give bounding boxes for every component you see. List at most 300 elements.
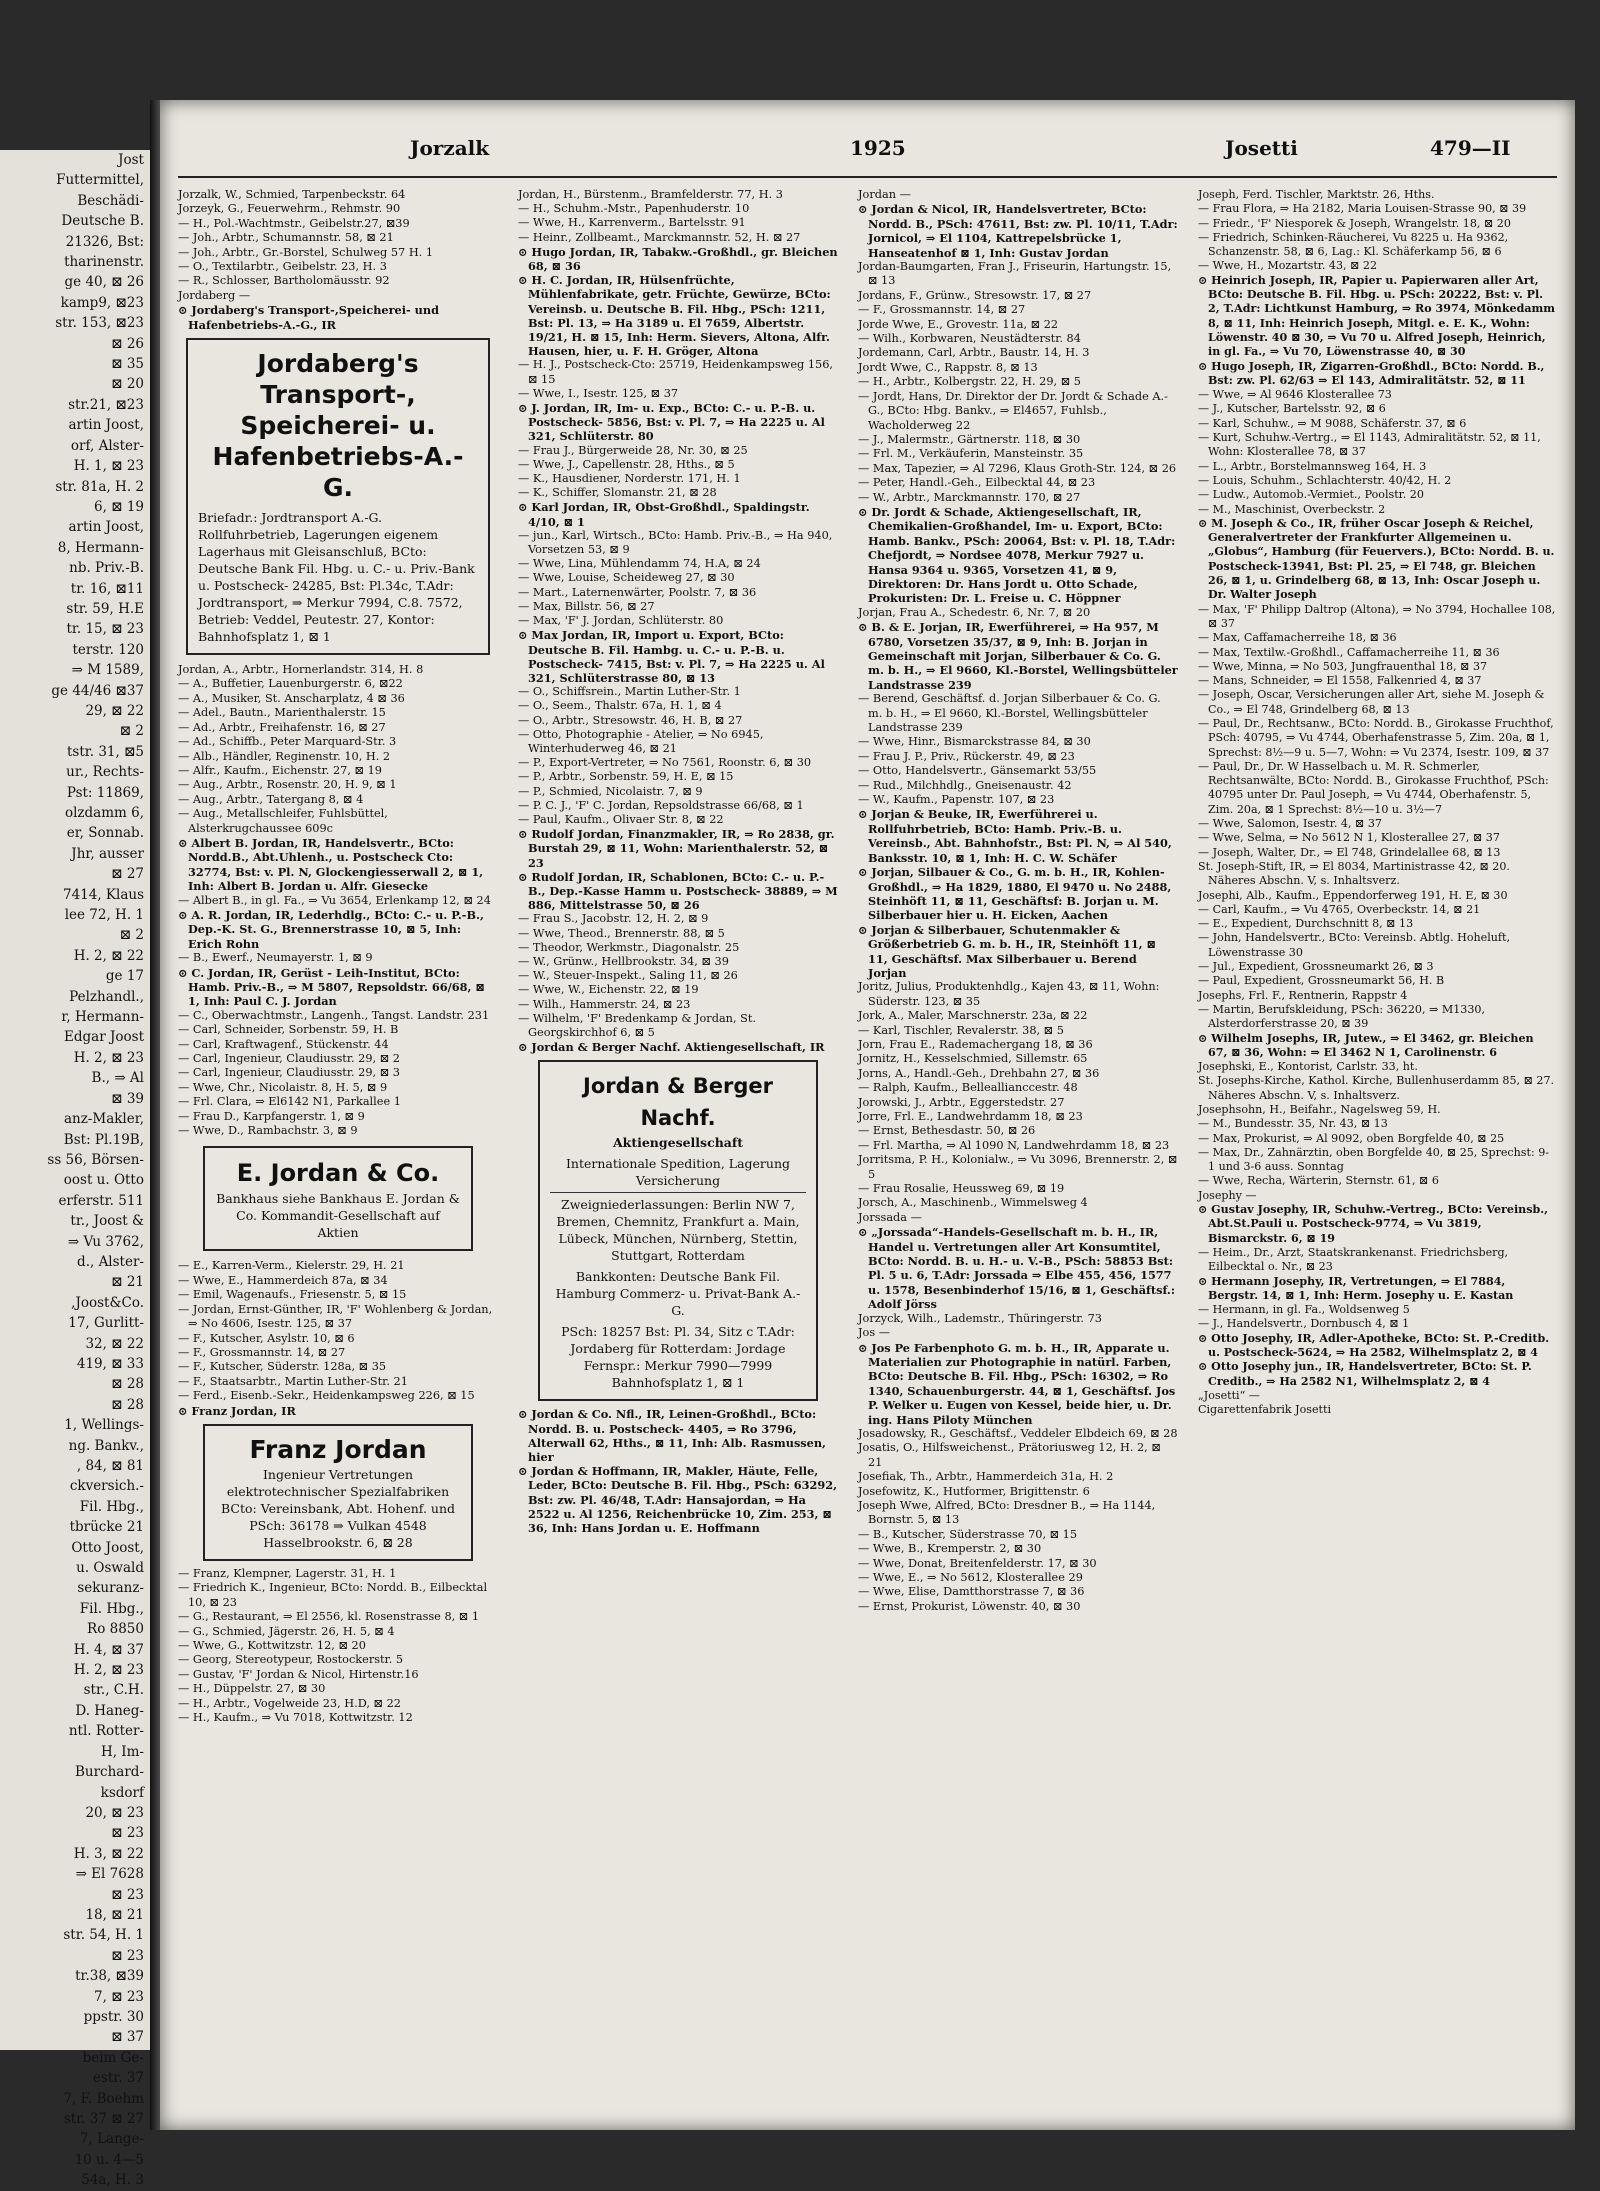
directory-entry: — K., Hausdiener, Norderstr. 171, H. 1 — [518, 472, 741, 486]
directory-entry: — Rud., Milchhdlg., Gneisenaustr. 42 — [858, 778, 1072, 792]
directory-entry: Josephy — — [1198, 1188, 1257, 1202]
directory-entry: — J., Kutscher, Bartelsstr. 92, ⊠ 6 — [1198, 402, 1386, 416]
directory-entry: — Jul., Expedient, Grossneumarkt 26, ⊠ 3 — [1198, 960, 1434, 974]
directory-entry: — Mans, Schneider, ⇒ El 1558, Falkenried 4, ⊠ 37 — [1198, 674, 1482, 688]
directory-entry: — R., Schlosser, Bartholomäusstr. 92 — [178, 274, 390, 288]
ad-jordan-berger-body2: Zweigniederlassungen: Berlin NW 7, Bremen, Chemnitz, Frankfurt a. Main, Lübeck, München, Nürnberg, Stettin, Stuttgart, Rotterdam — [556, 1197, 800, 1264]
previous-page-fragment: ppstr. 30 — [83, 2008, 144, 2025]
previous-page-fragment: tr., Joost & — [70, 1213, 144, 1230]
directory-entry: — C., Oberwachtmstr., Langenh., Tangst. Landstr. 231 — [178, 1008, 490, 1022]
previous-page-fragment: ge 40, ⊠ 26 — [64, 274, 144, 291]
directory-entry: — Wwe, Lina, Mühlendamm 74, H.A, ⊠ 24 — [518, 557, 761, 571]
directory-entry: ⊙ Gustav Josephy, IR, Schuhw.-Vertreg., BCto: Vereinsb., Abt.St.Pauli u. Postscheck-9774, ⇒ Vu 3819, Bismarckstr. 6, ⊠ 19 — [1198, 1203, 1548, 1245]
previous-page-fragment: Fil. Hbg., — [79, 1600, 144, 1617]
directory-entry: Jorritsma, P. H., Kolonialw., ⇒ Vu 3096, Brennerstr. 2, ⊠ 5 — [858, 1153, 1178, 1181]
previous-page-fragment: ⊠ 23 — [111, 1886, 144, 1903]
directory-entry: — H., Arbtr., Kolbergstr. 22, H. 29, ⊠ 5 — [858, 375, 1081, 389]
directory-entry: — Aug., Metallschleifer, Fuhlsbüttel, Alsterkrugchaussee 609c — [178, 807, 388, 835]
previous-page-fragment: ⊠ 39 — [111, 1090, 144, 1107]
previous-page-fragment: Jhr, ausser — [71, 845, 144, 862]
directory-entry: — Wilh., Hammerstr. 24, ⊠ 23 — [518, 997, 691, 1011]
previous-page-fragment: D. Haneg- — [75, 1702, 144, 1719]
directory-entry: — W., Steuer-Inspekt., Saling 11, ⊠ 26 — [518, 969, 738, 983]
previous-page-fragment: ur., Rechts- — [66, 764, 144, 781]
previous-page-fragment: ⊠ 26 — [111, 335, 144, 352]
directory-entry: ⊙ Rudolf Jordan, Finanzmakler, IR, ⇒ Ro 2838, gr. Burstah 29, ⊠ 11, Wohn: Marienthalerstr. 52, ⊠ 23 — [518, 827, 835, 870]
previous-page-fragment: H. 1, ⊠ 23 — [73, 458, 144, 475]
previous-page-fragment: ge 17 — [105, 968, 144, 985]
directory-entry: — P., Export-Vertreter, ⇒ No 7561, Roonstr. 6, ⊠ 30 — [518, 756, 812, 770]
directory-entry: — Paul, Expedient, Grossneumarkt 56, H. B — [1198, 974, 1445, 988]
directory-entry: Jorde Wwe, E., Grovestr. 11a, ⊠ 22 — [858, 317, 1059, 331]
directory-entry: — B., Kutscher, Süderstrasse 70, ⊠ 15 — [858, 1527, 1078, 1541]
directory-entry: — H. J., Postscheck-Cto: 25719, Heidenkampsweg 156, ⊠ 15 — [518, 358, 833, 386]
previous-page-fragment: erferstr. 511 — [58, 1192, 144, 1209]
directory-entry: St. Josephs-Kirche, Kathol. Kirche, Bullenhuserdamm 85, ⊠ 27. Näheres Abschn. V, s. Inhaltsverz. — [1198, 1074, 1555, 1102]
directory-entry: Jordt Wwe, C., Rappstr. 8, ⊠ 13 — [858, 360, 1038, 374]
previous-page-fragment: ⊠ 2 — [119, 927, 144, 944]
directory-entry: — Wwe, Minna, ⇒ No 503, Jungfrauenthal 18, ⊠ 37 — [1198, 659, 1488, 673]
directory-entry: Jordan, H., Bürstenm., Bramfelderstr. 77, H. 3 — [518, 188, 783, 201]
directory-entry: — Max, Caffamacherreihe 18, ⊠ 36 — [1198, 631, 1397, 645]
directory-entry: — Wilh., Korbwaren, Neustädterstr. 84 — [858, 332, 1081, 346]
previous-page-fragment: u. Oswald — [76, 1560, 144, 1577]
directory-entry: ⊙ Jordaberg's Transport-,Speicherei- und Hafenbetriebs-A.-G., IR — [178, 303, 439, 332]
previous-page-fragment: Burchard- — [74, 1764, 144, 1781]
directory-entry: ⊙ C. Jordan, IR, Gerüst - Leih-Institut, BCto: Hamb. Priv.-B., ⇒ M 5807, Repsoldstr. 66/68, ⊠ 1, Inh: Paul C. J. Jordan — [178, 965, 485, 1009]
directory-entry: — Frau Flora, ⇒ Ha 2182, Maria Louisen-Strasse 90, ⊠ 39 — [1198, 202, 1527, 216]
directory-entry: Jork, A., Maler, Marschnerstr. 23a, ⊠ 22 — [858, 1009, 1088, 1023]
previous-page-fragment: ⇒ Vu 3762, — [67, 1233, 144, 1250]
directory-entry: — F., Grossmannstr. 14, ⊠ 27 — [858, 303, 1026, 317]
directory-entry: — Ernst, Prokurist, Löwenstr. 40, ⊠ 30 — [858, 1599, 1081, 1613]
directory-entry: — Hermann, in gl. Fa., Woldsenweg 5 — [1198, 1303, 1410, 1317]
directory-entry: — Frau D., Karpfangerstr. 1, ⊠ 9 — [178, 1109, 365, 1123]
directory-entry: — Albert B., in gl. Fa., ⇒ Vu 3654, Erlenkamp 12, ⊠ 24 — [178, 893, 491, 907]
directory-entry: — Heinr., Zollbeamt., Marckmannstr. 52, H. ⊠ 27 — [518, 230, 801, 244]
directory-entry: Jordans, F., Grünw., Stresowstr. 17, ⊠ 27 — [858, 288, 1092, 302]
directory-entry: Jorzalk, W., Schmied, Tarpenbeckstr. 64 — [178, 188, 406, 201]
directory-entry: — Wwe, H., Karrenverm., Bartelsstr. 91 — [518, 216, 746, 230]
directory-entry: — A., Musiker, St. Anscharplatz, 4 ⊠ 36 — [178, 691, 405, 705]
previous-page-fragment: ss 56, Börsen- — [47, 1151, 144, 1168]
previous-page-fragment: Pelzhandl., — [69, 988, 144, 1005]
directory-entry: — Franz, Klempner, Lagerstr. 31, H. 1 — [178, 1566, 397, 1580]
previous-page-fragment: 54a, H. 3 — [81, 2172, 144, 2189]
previous-page-fragment: Ro 8850 — [87, 1621, 144, 1638]
directory-entry: — jun., Karl, Wirtsch., BCto: Hamb. Priv.-B., ⇒ Ha 940, Vorsetzen 53, ⊠ 9 — [518, 528, 833, 557]
directory-entry: ⊙ Jordan & Hoffmann, IR, Makler, Häute, Felle, Leder, BCto: Deutsche B. Fil. Hbg., PSch: 63292, Bst: zw. Pl. 46/48, T.Adr: Hansajordan, ⇒ Ha 2522 u. Al 1256, Reichenbrücke 10, Zim. 253, ⊠ 36, Inh: Hans Jordan u. E. Hoffmann — [518, 1464, 838, 1536]
directory-entry: — Ralph, Kaufm., Belleallianccestr. 48 — [858, 1081, 1078, 1095]
directory-entry: — Wwe, B., Kremperstr. 2, ⊠ 30 — [858, 1542, 1042, 1556]
directory-entry: — Louis, Schuhm., Schlachterstr. 40/42, H. 2 — [1198, 473, 1452, 487]
directory-entry: ⊙ Jos Pe Farbenphoto G. m. b. H., IR, Apparate u. Materialien zur Photographie in natürl. Farben, BCto: Deutsche B. Fil. Hbg., PSch: 16302, ⇒ Ro 1340, Schauenburgerstr. 44, ⊠ 1, Geschäftsf. Jos P. Welker u. Eugen von Kessel, beide hier, u. Dr. ing. Hans Piloty München — [858, 1340, 1176, 1427]
directory-entry: — Paul, Dr., Rechtsanw., BCto: Nordd. B., Girokasse Fruchthof, PSch: 40795, ⇒ Vu 4744, Oberhafenstrasse 5, Zim. 20a, ⊠ 1, Sprechst: 8½—9 u. 5—7, Wohn: ⇒ Vu 2374, Isestr. 109, ⊠ 37 — [1198, 716, 1554, 759]
directory-entry: — H., Arbtr., Vogelweide 23, H.D, ⊠ 22 — [178, 1696, 401, 1710]
directory-entry: — Wwe, ⇒ Al 9646 Klosterallee 73 — [1198, 388, 1392, 402]
directory-entry: — M., Bundesstr. 35, Nr. 43, ⊠ 13 — [1198, 1117, 1388, 1131]
previous-page-fragment: Jost — [118, 152, 144, 168]
directory-entry: Jos — — [858, 1326, 891, 1340]
directory-entry: — P. C. J., 'F' C. Jordan, Repsoldstrasse 66/68, ⊠ 1 — [518, 798, 804, 812]
directory-entry: — Mart., Laternenwärter, Poolstr. 7, ⊠ 36 — [518, 585, 757, 599]
directory-entry: — F., Kutscher, Süderstr. 128a, ⊠ 35 — [178, 1360, 387, 1374]
directory-entry: ⊙ Jordan & Nicol, IR, Handelsvertreter, BCto: Nordd. B., PSch: 47611, Bst: zw. Pl. 10/11, T.Adr: Jornicol, ⇒ El 1104, Kattrepelsbrücke 1, Hanseatenhof ⊠ 1, Inh: Gustav Jordan — [858, 202, 1178, 260]
header-right-keyword: Josetti — [1225, 136, 1298, 160]
previous-page-fragment: Fil. Hbg., — [79, 1498, 144, 1515]
directory-entry: — Aug., Arbtr., Tatergang 8, ⊠ 4 — [178, 792, 364, 806]
directory-entry: — Ad., Arbtr., Freihafenstr. 16, ⊠ 27 — [178, 720, 386, 734]
directory-entry: ⊙ Jorjan, Silbauer & Co., G. m. b. H., IR, Kohlen-Großhdl., ⇒ Ha 1829, 1880, El 9470 u. No 2488, Steinhöft 11, ⊠ 11, Geschäftsf: B. Jorjan u. M. Silberbauer hier u. H. Eicken, Aachen — [858, 865, 1172, 923]
directory-entry: ⊙ Otto Josephy, IR, Adler-Apotheke, BCto: St. P.-Creditb. u. Postscheck-5624, ⇒ Ha 2582, Wilhelmsplatz 2, ⊠ 4 — [1198, 1331, 1550, 1360]
directory-entry: Jorn, Frau E., Rademachergang 18, ⊠ 36 — [858, 1037, 1093, 1051]
directory-entry: — Wilhelm, 'F' Bredenkamp & Jordan, St. Georgskirchhof 6, ⊠ 5 — [518, 1011, 757, 1039]
directory-entry: — Joseph, Oscar, Versicherungen aller Art, siehe M. Joseph & Co., ⇒ El 748, Grindelberg 68, ⊠ 13 — [1198, 688, 1545, 716]
ad-franz-jordan-body: Ingenieur Vertretungen elektrotechnischer Spezialfabriken BCto: Vereinsbank, Abt. Hohenf. und PSch: 36178 ⇒ Vulkan 4548 Hasselbrookstr. 6, ⊠ 28 — [220, 1466, 455, 1550]
previous-page-fragment: 419, ⊠ 33 — [76, 1355, 144, 1372]
previous-page-fragment: lee 72, H. 1 — [64, 907, 144, 924]
previous-page-fragment: ,Joost&Co. — [71, 1294, 144, 1311]
directory-entry: — Wwe, G., Kottwitzstr. 12, ⊠ 20 — [178, 1638, 366, 1652]
directory-entry: — Frau J. P., Priv., Rückerstr. 49, ⊠ 23 — [858, 749, 1075, 763]
directory-entry: — Joh., Arbtr., Gr.-Borstel, Schulweg 57 H. 1 — [178, 245, 434, 259]
ad-jordan-berger-body4: PSch: 18257 Bst: Pl. 34, Sitz c T.Adr: Jordaberg für Rotterdam: Jordage Fernspr.: Merkur 7990—7999 Bahnhofsplatz 1, ⊠ 1 — [561, 1324, 795, 1391]
directory-entry: — O., Textilarbtr., Geibelstr. 23, H. 3 — [178, 260, 387, 274]
directory-entry: — Ad., Schiffb., Peter Marquard-Str. 3 — [178, 735, 397, 749]
directory-entry: Jorjan, Frau A., Schedestr. 6, Nr. 7, ⊠ 20 — [858, 605, 1091, 619]
previous-page-fragment: d., Alster- — [77, 1253, 144, 1270]
directory-entry: Josephi, Alb., Kaufm., Eppendorferweg 191, H. E, ⊠ 30 — [1198, 888, 1508, 902]
header-rule — [178, 176, 1557, 178]
directory-entry: — F., Kutscher, Asylstr. 10, ⊠ 6 — [178, 1331, 355, 1345]
directory-entry: — A., Buffetier, Lauenburgerstr. 6, ⊠22 — [178, 677, 403, 691]
previous-page-fragment: 1, Wellings- — [64, 1417, 144, 1434]
ad-jordan-berger-subhead: Aktiengesellschaft — [612, 1135, 744, 1151]
directory-entry: — Emil, Wagenaufs., Friesenstr. 5, ⊠ 15 — [178, 1288, 407, 1302]
directory-entry: ⊙ Jordan & Berger Nachf. Aktiengesellschaft, IR — [518, 1040, 825, 1055]
directory-entry: — F., Staatsarbtr., Martin Luther-Str. 21 — [178, 1374, 408, 1388]
previous-page-fragment: 7, Lange- — [79, 2131, 144, 2148]
directory-entry: — P., Schmied, Nicolaistr. 7, ⊠ 9 — [518, 784, 703, 798]
directory-entry: Jorzeyk, G., Feuerwehrm., Rehmstr. 90 — [178, 202, 401, 216]
previous-page-fragment: 20, ⊠ 23 — [85, 1804, 144, 1821]
directory-entry: ⊙ Hugo Jordan, IR, Tabakw.-Großhdl., gr. Bleichen 68, ⊠ 36 — [518, 244, 838, 274]
previous-page-fragment: Deutsche B. — [61, 213, 144, 230]
directory-entry: ⊙ J. Jordan, IR, Im- u. Exp., BCto: C.- u. P.-B. u. Postscheck- 5856, Bst: v. Pl. 7, ⇒ Ha 2225 u. Al 321, Schlüterstr. 80 — [518, 401, 825, 444]
previous-page-fragment: olzdamm 6, — [64, 805, 144, 821]
directory-entry: — John, Handelsvertr., BCto: Vereinsb. Abtlg. Hoheluft, Löwenstrasse 30 — [1198, 931, 1511, 959]
directory-entry: ⊙ Otto Josephy jun., IR, Handelsvertreter, BCto: St. P. Creditb., ⇒ Ha 2582 N1, Wilhelmsplatz 2, ⊠ 4 — [1198, 1360, 1532, 1388]
directory-page — [160, 100, 1575, 2130]
previous-page-fragment: H. 2, ⊠ 22 — [73, 947, 144, 964]
directory-entry: — Jordt, Hans, Dr. Direktor der Dr. Jordt & Schade A.-G., BCto: Hbg. Bankv., ⇒ El4657, Fuhlsb., Wacholderweg 22 — [858, 389, 1168, 432]
previous-page-fragment: str. 37 ⊠ 27 — [63, 2111, 144, 2127]
previous-page-fragment: Futtermittel, — [56, 172, 144, 189]
directory-entry: — Wwe, J., Capellenstr. 28, Hths., ⊠ 5 — [518, 457, 735, 471]
ad-jordan-berger-body3: Bankkonten: Deutsche Bank Fil. Hamburg Commerz- u. Privat-Bank A.-G. — [555, 1269, 801, 1319]
directory-entry: — H., Düppelstr. 27, ⊠ 30 — [178, 1682, 326, 1696]
previous-page-fragment: ntl. Rotter- — [68, 1723, 144, 1740]
previous-page-fragment: tharinenstr. — [64, 254, 144, 271]
directory-entry: — Wwe, Salomon, Isestr. 4, ⊠ 37 — [1198, 817, 1382, 831]
directory-entry: Joseph Wwe, Alfred, BCto: Dresdner B., ⇒ Ha 1144, Bornstr. 5, ⊠ 13 — [858, 1498, 1156, 1527]
directory-entry: Joritz, Julius, Produktenhdlg., Kajen 43, ⊠ 11, Wohn: Süderstr. 123, ⊠ 35 — [858, 980, 1160, 1008]
previous-page-fragment: 29, ⊠ 22 — [85, 702, 144, 719]
directory-entry: — Wwe, Donat, Breitenfelderstr. 17, ⊠ 30 — [858, 1556, 1097, 1570]
previous-page-fragment: H. 4, ⊠ 37 — [73, 1641, 144, 1658]
directory-entry: — Wwe, D., Rambachstr. 3, ⊠ 9 — [178, 1124, 358, 1138]
directory-entry: — Paul, Kaufm., Olivaer Str. 8, ⊠ 22 — [518, 812, 724, 826]
directory-entry: — H., Pol.-Wachtmstr., Geibelstr.27, ⊠39 — [178, 216, 410, 230]
directory-entry: — Frl. M., Verkäuferin, Mansteinstr. 35 — [858, 447, 1084, 461]
directory-entry: — Wwe, E., ⇒ No 5612, Klosterallee 29 — [858, 1571, 1083, 1584]
header-left-keyword: Jorzalk — [410, 136, 490, 160]
previous-page-fragment: 21326, Bst: — [65, 233, 144, 250]
directory-entry: — Friedr., 'F' Niesporek & Joseph, Wrangelstr. 18, ⊠ 20 — [1198, 216, 1511, 230]
previous-page-fragment: tstr. 31, ⊠5 — [67, 743, 144, 760]
directory-entry: — Max, Prokurist, ⇒ Al 9092, oben Borgfelde 40, ⊠ 25 — [1198, 1131, 1505, 1145]
directory-entry: — Wwe, H., Mozartstr. 43, ⊠ 22 — [1198, 259, 1378, 273]
directory-entry: Josefowitz, K., Hutformer, Brigittenstr. 6 — [858, 1484, 1090, 1498]
directory-entry: Jorre, Frl. E., Landwehrdamm 18, ⊠ 23 — [858, 1110, 1083, 1123]
ad-franz-jordan-headline: Franz Jordan — [249, 1434, 427, 1464]
previous-page-fragment: Beschädi- — [77, 192, 144, 209]
directory-entry: Jornitz, H., Kesselschmied, Sillemstr. 65 — [858, 1052, 1088, 1066]
directory-entry: — Max, 'F' J. Jordan, Schlüterstr. 80 — [518, 614, 724, 628]
previous-page-fragment: 10 u. 4—5 — [74, 2151, 144, 2168]
directory-entry: — Joh., Arbtr., Schumannstr. 58, ⊠ 21 — [178, 231, 394, 245]
directory-entry: — Jordan, Ernst-Günther, IR, 'F' Wohlenberg & Jordan, ⇒ No 4606, Isestr. 125, ⊠ 37 — [178, 1302, 493, 1331]
directory-entry: — Karl, Schuhw., ⇒ M 9088, Schäferstr. 37, ⊠ 6 — [1198, 416, 1467, 430]
previous-page-fragment: 8, Hermann- — [57, 539, 144, 556]
previous-page-fragment: ckversich.- — [69, 1478, 144, 1495]
directory-entry: — Wwe, Louise, Scheideweg 27, ⊠ 30 — [518, 571, 735, 585]
previous-page-fragment: 7, ⊠ 23 — [94, 1988, 144, 2005]
previous-page-fragment: H. 3, ⊠ 22 — [73, 1845, 144, 1862]
directory-entry: — Friedrich, Schinken-Räucherei, Vu 8225 u. Ha 9362, Schanzenstr. 58, ⊠ 6, Lag.: Kl. Schäferkamp 56, ⊠ 6 — [1198, 230, 1509, 259]
directory-entry: Josefiak, Th., Arbtr., Hammerdeich 31a, H. 2 — [858, 1470, 1114, 1484]
previous-page-fragment: ⊠ 23 — [111, 1947, 144, 1964]
previous-page-fragment: , 84, ⊠ 81 — [76, 1458, 144, 1474]
directory-entry: ⊙ „Jorssada“-Handels-Gesellschaft m. b. H., IR, Handel u. Vertretungen aller Art Konsumtitel, BCto: Nordd. B. u. H.- u. V.-B., PSch: 58853 Bst: Pl. 5 u. 6, T.Adr: Jorssada ⇒ Elbe 455, 456, 1577 u. 1578, Besenbinderhof 15/16, ⊠ 1, Geschäftsf.: Adolf Jörss — [858, 1225, 1176, 1312]
ad-e-jordan-body: Bankhaus siehe Bankhaus E. Jordan & Co. Kommandit-Gesellschaft auf Aktien — [216, 1191, 460, 1241]
previous-page-fragment: str. 59, H.E — [66, 600, 144, 617]
directory-entry: — Wwe, E., Hammerdeich 87a, ⊠ 34 — [178, 1273, 388, 1287]
previous-page-fragment: ⊠ 21 — [111, 1274, 144, 1291]
directory-entry: ⊙ Max Jordan, IR, Import u. Export, BCto: Deutsche B. Fil. Hambg. u. C.- u. P.-B. u. Postscheck- 7415, Bst: v. Pl. 7, ⇒ Ha 2225 u. Al 321, Schlüterstrasse 80, ⊠ 13 — [518, 628, 825, 685]
directory-entry: — Carl, Ingenieur, Claudiusstr. 29, ⊠ 3 — [178, 1066, 400, 1080]
directory-entry: — O., Arbtr., Stresowstr. 46, H. B, ⊠ 27 — [518, 713, 743, 727]
directory-entry: ⊙ Jorjan & Silberbauer, Schutenmakler & Größerbetrieb G. m. b. H., IR, Steinhöft 11, ⊠ 11, Geschäftsf. Max Silberbauer u. Berend Jorjan — [858, 922, 1157, 980]
directory-entry: Josadowsky, R., Geschäftsf., Veddeler Elbdeich 69, ⊠ 28 — [858, 1426, 1178, 1440]
directory-entry: — Frl. Martha, ⇒ Al 1090 N, Landwehrdamm 18, ⊠ 23 — [858, 1138, 1170, 1152]
previous-page-fragment: str. 153, ⊠23 — [55, 315, 144, 332]
previous-page-fragment: sekuranz- — [77, 1580, 144, 1597]
previous-page-fragment: r, Hermann- — [61, 1009, 144, 1026]
directory-entry: Cigarettenfabrik Josetti — [1198, 1403, 1332, 1417]
directory-entry: Jorzyck, Wilh., Lademstr., Thüringerstr. 73 — [858, 1311, 1102, 1325]
directory-entry: Jorsch, A., Maschinenb., Wimmelsweg 4 — [858, 1196, 1088, 1210]
directory-entry: — Joseph, Walter, Dr., ⇒ El 748, Grindelallee 68, ⊠ 13 — [1198, 845, 1501, 859]
directory-entry: ⊙ Hugo Joseph, IR, Zigarren-Großhdl., BCto: Nordd. B., Bst: zw. Pl. 62/63 ⇒ El 143, Admiralitätstr. 52, ⊠ 11 — [1198, 359, 1545, 387]
directory-entry: — Alfr., Kaufm., Eichenstr. 27, ⊠ 19 — [178, 763, 382, 777]
directory-entry: — Ferd., Eisenb.-Sekr., Heidenkampsweg 226, ⊠ 15 — [178, 1389, 475, 1403]
directory-entry: — Wwe, Theod., Brennerstr. 88, ⊠ 5 — [518, 926, 725, 940]
directory-entry: ⊙ A. R. Jordan, IR, Lederhdlg., BCto: C.- u. P.-B., Dep.-K. St. G., Brennerstrasse 10, ⊠ 5, Inh: Erich Rohn — [178, 907, 484, 951]
directory-entry: — G., Restaurant, ⇒ El 2556, kl. Rosenstrasse 8, ⊠ 1 — [178, 1610, 480, 1624]
previous-page-fragment: ⊠ 2 — [119, 723, 144, 740]
column-1 — [178, 188, 498, 1725]
directory-entry: „Josetti“ — — [1198, 1388, 1260, 1402]
directory-entry: — Frau S., Jacobstr. 12, H. 2, ⊠ 9 — [518, 912, 709, 926]
directory-entry: — Max, Billstr. 56, ⊠ 27 — [518, 599, 655, 613]
directory-entry: — Georg, Stereotypeur, Rostockerstr. 5 — [178, 1653, 404, 1667]
directory-entry: — Alb., Händler, Reginenstr. 10, H. 2 — [178, 749, 391, 763]
directory-entry: ⊙ Jorjan & Beuke, IR, Ewerführerei u. Rollfuhrbetrieb, BCto: Hamb. Priv.-B. u. Vereinsb., Abt. Bahnhofstr., Bst: Pl. N, ⇒ Al 540, Banksstr. 10, ⊠ 1, Inh: H. C. W. Schäfer — [858, 807, 1172, 865]
column-2 — [518, 188, 838, 1535]
previous-page-fragment: 6, ⊠ 19 — [94, 498, 144, 515]
directory-entry: ⊙ Rudolf Jordan, IR, Schablonen, BCto: C.- u. P.-B., Dep.-Kasse Hamm u. Postscheck- 38889, ⇒ M 886, Mittelstrasse 50, ⊠ 26 — [518, 869, 838, 913]
directory-entry: Jordaberg — — [178, 288, 251, 302]
directory-entry: — O., Seem., Thalstr. 67a, H. 1, ⊠ 4 — [518, 699, 722, 713]
previous-page-fragment: H. 2, ⊠ 23 — [73, 1662, 144, 1679]
previous-page-fragment: terstr. 120 — [72, 641, 144, 658]
directory-entry: — Kurt, Schuhw.-Vertrg., ⇒ El 1143, Admiralitätstr. 52, ⊠ 11, Wohn: Klosterallee 78, ⊠ 37 — [1198, 431, 1541, 459]
directory-entry: Jorns, A., Handl.-Geh., Drehbahn 27, ⊠ 36 — [858, 1066, 1100, 1080]
previous-page-fragment: ⊠ 23 — [111, 1825, 144, 1842]
ad-jordan-berger-headline: Jordan & Berger Nachf. — [583, 1074, 773, 1131]
directory-entry: ⊙ M. Joseph & Co., IR, früher Oscar Joseph & Reichel, Generalvertreter der Frankfurter Allgemeinen u. „Globus“, Hamburg (für Feuervers.), BCto: Nordd. B. u. Postscheck-13941, Bst: Pl. 25, ⇒ El 748, gr. Bleichen 26, ⊠ 1, u. Grindelberg 68, ⊠ 13, Inh: Oscar Joseph u. Dr. Walter Joseph — [1198, 516, 1555, 602]
previous-page-edge — [0, 150, 150, 2189]
directory-entry: — J., Handelsvertr., Dornbusch 4, ⊠ 1 — [1198, 1317, 1410, 1331]
directory-entry: — Max, Textilw.-Großhdl., Caffamacherreihe 11, ⊠ 36 — [1198, 645, 1500, 659]
directory-entry: — Wwe, I., Isestr. 125, ⊠ 37 — [518, 386, 679, 400]
directory-entry: ⊙ Wilhelm Josephs, IR, Jutew., ⇒ El 3462, gr. Bleichen 67, ⊠ 36, Wohn: ⇒ El 3462 N 1, Carolinenstr. 6 — [1198, 1031, 1534, 1059]
directory-entry: — Heim., Dr., Arzt, Staatskrankenanst. Friedrichsberg, Eilbecktal o. Nr., ⊠ 23 — [1198, 1245, 1509, 1274]
previous-page-fragment: Bst: Pl.19B, — [63, 1131, 144, 1148]
directory-entry: — Wwe, Chr., Nicolaistr. 8, H. 5, ⊠ 9 — [178, 1080, 388, 1094]
ad-franz-jordan — [203, 1424, 473, 1561]
ad-jordaberg-body: Briefadr.: Jordtransport A.-G. Rollfuhrbetrieb, Lagerungen eigenem Lagerhaus mit Gleisanschluß, BCto: Deutsche Bank Fil. Hbg. u. C.- u. Priv.-Bank u. Postscheck- 24285, Bst: Pl.34c, T.Adr: Jordtransport, ⇒ Merkur 7994, C.8. 7572, Betrieb: Veddel, Peutestr. 27, Kontor: Bahnhofsplatz 1, ⊠ 1 — [198, 510, 475, 645]
previous-page-fragment: tbrücke 21 — [69, 1519, 144, 1536]
directory-entry: — Wwe, Recha, Wärterin, Sternstr. 61, ⊠ 6 — [1198, 1174, 1439, 1188]
directory-entry: — J., Malermstr., Gärtnerstr. 118, ⊠ 30 — [858, 432, 1081, 446]
previous-page-fragment: 32, ⊠ 22 — [85, 1335, 144, 1352]
directory-entry: — Wwe, Selma, ⇒ No 5612 N 1, Klosterallee 27, ⊠ 37 — [1198, 831, 1500, 845]
directory-entry: — Frl. Clara, ⇒ El6142 N1, Parkallee 1 — [178, 1095, 401, 1109]
previous-page-fragment: Edgar Joost — [64, 1029, 144, 1046]
previous-page-fragment: ge 44/46 ⊠37 — [51, 682, 144, 699]
directory-entry: — Carl, Kaufm., ⇒ Vu 4765, Overbeckstr. 14, ⊠ 21 — [1198, 902, 1481, 916]
directory-entry: Joseph, Ferd. Tischler, Marktstr. 26, Hths. — [1198, 188, 1435, 201]
previous-page-fragment: ⇒ M 1589, — [71, 662, 144, 679]
previous-page-fragment: artin Joost, — [68, 417, 144, 434]
directory-entry: Josephsohn, H., Beifahr., Nagelsweg 59, H. — [1198, 1103, 1441, 1116]
directory-entry: — W., Kaufm., Papenstr. 107, ⊠ 23 — [858, 793, 1055, 807]
previous-page-fragment: er, Sonnab. — [66, 825, 144, 842]
previous-page-fragment: Otto Joost, — [71, 1539, 144, 1556]
previous-page-fragment: nb. Priv.-B. — [69, 560, 144, 577]
previous-page-fragment: kamp9, ⊠23 — [60, 294, 144, 311]
previous-page-fragment: tr. 15, ⊠ 23 — [66, 621, 144, 638]
previous-page-fragment: ⊠ 37 — [111, 2029, 144, 2046]
ad-e-jordan-headline: E. Jordan & Co. — [236, 1159, 440, 1188]
previous-page-fragment: ng. Bankv., — [68, 1437, 144, 1454]
previous-page-fragment: str., C.H. — [83, 1682, 144, 1699]
directory-entry: — E., Karren-Verm., Kielerstr. 29, H. 21 — [178, 1259, 405, 1273]
directory-entry: — Max, Tapezier, ⇒ Al 7296, Klaus Groth-Str. 124, ⊠ 26 — [858, 461, 1177, 475]
previous-page-fragment: 17, Gurlitt- — [68, 1315, 144, 1332]
ad-e-jordan-co — [203, 1146, 473, 1251]
directory-entry: — F., Grossmannstr. 14, ⊠ 27 — [178, 1345, 346, 1359]
previous-page-fragment: 7, F. Boehm — [63, 2090, 144, 2107]
page-number: 479—II — [1430, 136, 1511, 160]
previous-page-fragment: ⊠ 20 — [111, 376, 144, 393]
directory-entry: — B., Ewerf., Neumayerstr. 1, ⊠ 9 — [178, 951, 373, 965]
directory-entry: Jordemann, Carl, Arbtr., Baustr. 14, H. 3 — [858, 346, 1090, 360]
directory-entry: — H., Kaufm., ⇒ Vu 7018, Kottwitzstr. 12 — [178, 1711, 413, 1724]
directory-entry: — Friedrich K., Ingenieur, BCto: Nordd. B., Eilbecktal 10, ⊠ 23 — [178, 1581, 488, 1609]
ad-jordaberg — [186, 338, 490, 655]
directory-entry: ⊙ Albert B. Jordan, IR, Handelsvertr., BCto: Nordd.B., Abt.Uhlenh., u. Postscheck Cto: 32774, Bst: v. Pl. N, Glockengiesserwall 2, ⊠ 1, Inh: Albert B. Jordan u. Alfr. Giesecke — [178, 835, 484, 894]
previous-page-fragment: str. 81a, H. 2 — [55, 478, 144, 495]
previous-page-fragment: Pst: 11869, — [66, 784, 144, 801]
previous-page-fragment: B., ⇒ Al — [91, 1070, 144, 1087]
directory-entry: — Frau J., Bürgerweide 28, Nr. 30, ⊠ 25 — [518, 443, 748, 457]
previous-page-fragment: 7414, Klaus — [62, 886, 144, 903]
directory-entry: — Wwe, W., Eichenstr. 22, ⊠ 19 — [518, 983, 699, 997]
directory-entry: — Martin, Berufskleidung, PSch: 36220, ⇒ M1330, Alsterdorferstrasse 20, ⊠ 39 — [1198, 1002, 1485, 1031]
ad-jordaberg-headline: Jordaberg's Transport-, Speicherei- u. Hafenbetriebs-A.-G. — [212, 349, 464, 503]
previous-page-fragment: H. 2, ⊠ 23 — [73, 1049, 144, 1066]
previous-page-fragment: orf, Alster- — [70, 437, 144, 454]
directory-entry: Josatis, O., Hilfsweichenst., Prätoriusweg 12, H. 2, ⊠ 21 — [858, 1441, 1161, 1469]
directory-entry: — Karl, Tischler, Revalerstr. 38, ⊠ 5 — [858, 1023, 1064, 1037]
previous-page-fragment: artin Joost, — [68, 519, 144, 536]
directory-entry: Jordan, A., Arbtr., Hornerlandstr. 314, H. 8 — [178, 663, 424, 677]
directory-entry: — Otto, Photographie - Atelier, ⇒ No 6945, Winterhuderweg 46, ⊠ 21 — [518, 727, 764, 755]
directory-entry: St. Joseph-Stift, IR, ⇒ El 8034, Martinistrasse 42, ⊠ 20. Näheres Abschn. V, s. Inhaltsverz. — [1198, 859, 1510, 888]
previous-page-fragment: str.21, ⊠23 — [68, 396, 144, 413]
previous-page-fragment: estr. 37 — [92, 2070, 144, 2087]
directory-entry: — Carl, Schneider, Sorbenstr. 59, H. B — [178, 1023, 399, 1037]
directory-entry: Josephs, Frl. F., Rentnerin, Rappstr 4 — [1198, 988, 1408, 1002]
previous-page-fragment: anz-Makler, — [63, 1111, 144, 1128]
directory-entry: — Ludw., Automob.-Vermiet., Poolstr. 20 — [1198, 488, 1424, 502]
previous-page-fragment: ksdorf — [100, 1784, 144, 1801]
directory-entry: — Adel., Bautn., Marienthalerstr. 15 — [178, 706, 386, 720]
previous-page-fragment: H, Im- — [100, 1743, 144, 1760]
directory-entry: — Max, Dr., Zahnärztin, oben Borgfelde 40, ⊠ 25, Sprechst: 9-1 und 3-6 auss. Sonntag — [1198, 1145, 1550, 1174]
previous-page-fragment: ⊠ 27 — [111, 866, 144, 883]
previous-page-fragment: tr.38, ⊠39 — [75, 1968, 144, 1985]
directory-entry: Jordan — — [858, 188, 911, 201]
previous-page-fragment: oost u. Otto — [63, 1172, 144, 1189]
directory-entry: — Peter, Handl.-Geh., Eilbecktal 44, ⊠ 23 — [858, 476, 1096, 490]
directory-entry: — Frau Rosalie, Heussweg 69, ⊠ 19 — [858, 1182, 1065, 1196]
directory-entry: — Carl, Ingenieur, Claudiusstr. 29, ⊠ 2 — [178, 1052, 400, 1066]
directory-entry: ⊙ Karl Jordan, IR, Obst-Großhdl., Spaldingstr. 4/10, ⊠ 1 — [518, 500, 810, 529]
directory-entry: — Carl, Kraftwagenf., Stückenstr. 44 — [178, 1037, 389, 1051]
directory-entry: ⊙ Jordan & Co. Nfl., IR, Leinen-Großhdl., BCto: Nordd. B. u. Postscheck- 4405, ⇒ Ro 3796, Alterwall 62, Hths., ⊠ 11, Inh: Alb. Rasmussen, hier — [518, 1407, 826, 1464]
directory-entry: ⊙ B. & E. Jorjan, IR, Ewerführerei, ⇒ Ha 957, M 6780, Vorsetzen 35/37, ⊠ 9, Inh: B. Jorjan in Gemeinschaft mit Jorjan, Silberbauer & Co. G. m. b. H., ⇒ El 9660, Kl.-Borstel, Wellingsbütteler Landstrasse 239 — [858, 620, 1178, 692]
directory-entry: — K., Schiffer, Slomanstr. 21, ⊠ 28 — [518, 486, 717, 500]
directory-entry: Jordan-Baumgarten, Fran J., Friseurin, Hartungstr. 15, ⊠ 13 — [858, 260, 1172, 288]
previous-page-fragment: ⇒ El 7628 — [75, 1866, 144, 1883]
directory-entry: — Paul, Dr., Dr. W Hasselbach u. M. R. Schmerler, Rechtsanwälte, BCto: Nordd. B., Girokasse Fruchthof, PSch: 40795 unter Dr. Paul Joseph, ⇒ Vu 4744, Oberhafenstr. 5, Zim. 20a, ⊠ 1 Sprechst: 8½—10 u. 3½—7 — [1198, 759, 1549, 816]
previous-page-fragment: str. 54, H. 1 — [63, 1927, 144, 1944]
previous-page-fragment: ⊠ 35 — [111, 356, 144, 373]
